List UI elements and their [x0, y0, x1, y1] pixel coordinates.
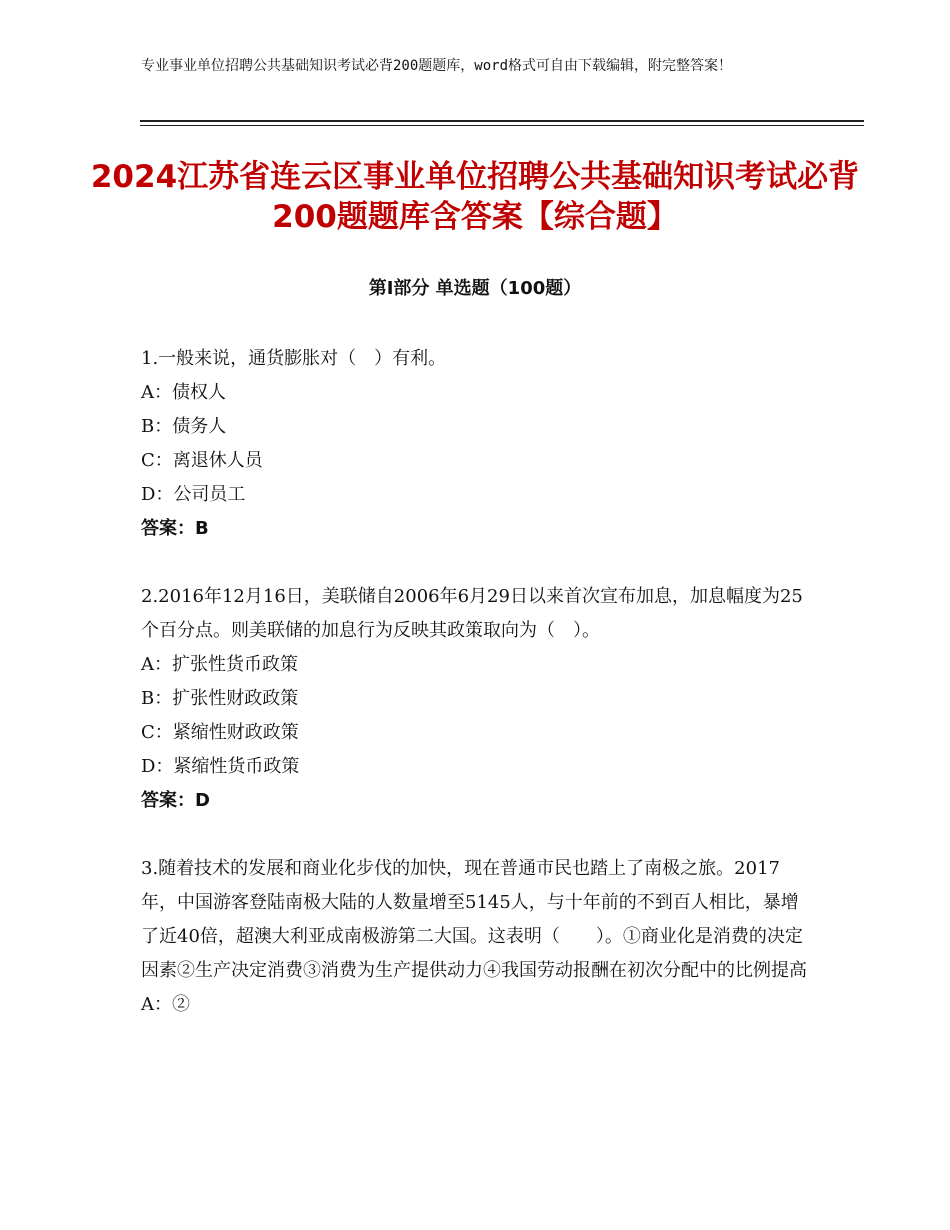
question-2: [141, 580, 811, 818]
header-note: 专业事业单位招聘公共基础知识考试必背200题题库，word格式可自由下载编辑，附完整答案！: [141, 58, 732, 74]
option-a: A：扩张性货币政策: [141, 654, 298, 675]
question-stem: 1.一般来说，通货膨胀对（ ）有利。: [141, 348, 447, 369]
header-rule-thin: [140, 125, 864, 126]
option-c: C：离退休人员: [141, 450, 263, 471]
option-a: A：②: [141, 994, 190, 1015]
option-c: C：紧缩性财政政策: [141, 722, 299, 743]
question-stem: 2.2016年12月16日，美联储自2006年6月29日以来首次宣布加息，加息幅度为25个百分点。则美联储的加息行为反映其政策取向为（ ）。: [141, 586, 803, 641]
document-title: 2024江苏省连云区事业单位招聘公共基础知识考试必背200题题库含答案【综合题】: [90, 159, 860, 235]
question-stem: 3.随着技术的发展和商业化步伐的加快，现在普通市民也踏上了南极之旅。2017年，中国游客登陆南极大陆的人数量增至5145人，与十年前的不到百人相比，暴增了近40倍，超澳大利亚成南极游第二大国。这表明（ ）。①商业化是消费的决定因素②生产决定消费③消费为生产提供动力④我国劳动报酬在初次分配中的比例提高: [141, 858, 807, 981]
question-3: [141, 852, 811, 1022]
question-list: [141, 342, 811, 1056]
question-1: [141, 342, 811, 546]
option-b: B：扩张性财政政策: [141, 688, 299, 709]
option-d: D：紧缩性货币政策: [141, 756, 300, 777]
header-rule-thick: [140, 120, 864, 122]
option-a: A：债权人: [141, 382, 226, 403]
answer-line: 答案：D: [141, 790, 210, 811]
option-d: D：公司员工: [141, 484, 246, 505]
answer-line: 答案：B: [141, 518, 209, 539]
section-heading: 第Ⅰ部分 单选题（100题）: [368, 278, 582, 299]
option-b: B：债务人: [141, 416, 227, 437]
